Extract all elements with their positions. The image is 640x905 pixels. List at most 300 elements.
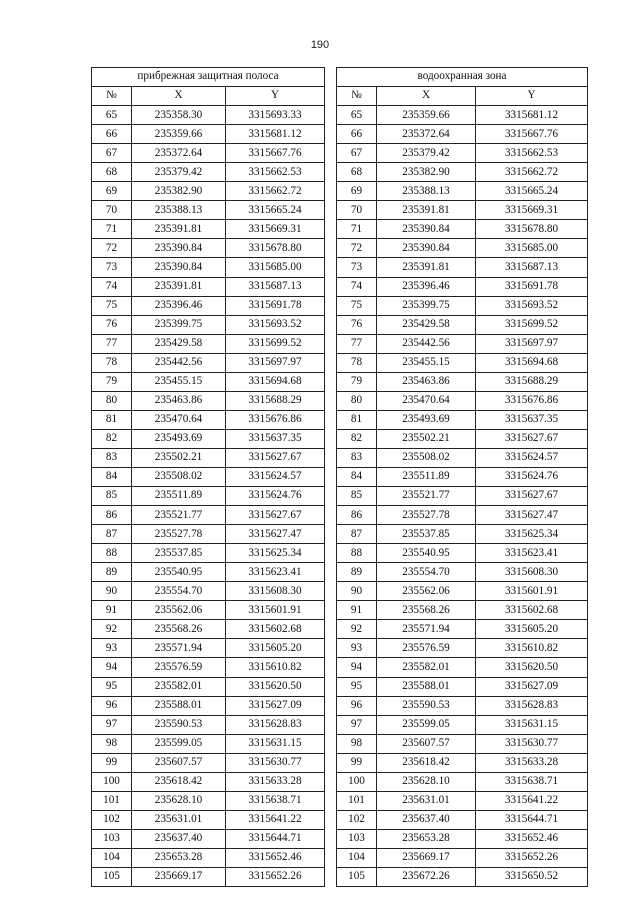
right-cell-number: 91	[337, 601, 377, 620]
right-cell-number: 73	[337, 258, 377, 277]
left-cell-x: 235396.46	[132, 296, 226, 315]
right-cell-y: 3315633.28	[476, 753, 588, 772]
block-separator	[325, 68, 337, 87]
left-cell-number: 100	[92, 772, 132, 791]
left-cell-y: 3315662.72	[226, 182, 325, 201]
right-cell-x: 235590.53	[377, 696, 476, 715]
right-header-y: Y	[476, 87, 588, 106]
left-cell-x: 235607.57	[132, 753, 226, 772]
right-cell-number: 85	[337, 487, 377, 506]
left-cell-number: 76	[92, 315, 132, 334]
coordinates-table	[91, 67, 588, 887]
left-cell-x: 235379.42	[132, 163, 226, 182]
right-cell-x: 235502.21	[377, 429, 476, 448]
right-cell-y: 3315610.82	[476, 639, 588, 658]
left-cell-x: 235590.53	[132, 715, 226, 734]
column-header-row	[92, 87, 588, 106]
right-cell-number: 69	[337, 182, 377, 201]
left-cell-x: 235508.02	[132, 467, 226, 486]
left-cell-x: 235540.95	[132, 563, 226, 582]
left-cell-y: 3315602.68	[226, 620, 325, 639]
right-cell-y: 3315627.47	[476, 506, 588, 525]
left-cell-number: 73	[92, 258, 132, 277]
right-cell-number: 74	[337, 277, 377, 296]
block-separator	[325, 353, 337, 372]
block-separator	[325, 620, 337, 639]
block-separator	[325, 582, 337, 601]
left-cell-y: 3315630.77	[226, 753, 325, 772]
left-cell-y: 3315637.35	[226, 429, 325, 448]
right-cell-y: 3315624.76	[476, 467, 588, 486]
block-separator	[325, 315, 337, 334]
right-cell-number: 88	[337, 544, 377, 563]
table-row	[92, 448, 588, 467]
left-cell-x: 235511.89	[132, 487, 226, 506]
left-cell-number: 77	[92, 334, 132, 353]
right-cell-x: 235391.81	[377, 258, 476, 277]
left-block-title: прибрежная защитная полоса	[92, 68, 325, 87]
right-cell-x: 235653.28	[377, 829, 476, 848]
left-cell-x: 235537.85	[132, 544, 226, 563]
right-cell-number: 75	[337, 296, 377, 315]
right-cell-y: 3315608.30	[476, 563, 588, 582]
block-separator	[325, 163, 337, 182]
table-row	[92, 201, 588, 220]
right-cell-x: 235628.10	[377, 772, 476, 791]
right-cell-x: 235470.64	[377, 391, 476, 410]
left-cell-x: 235359.66	[132, 125, 226, 144]
right-header-x: X	[377, 87, 476, 106]
table-row	[92, 239, 588, 258]
block-separator	[325, 810, 337, 829]
right-cell-x: 235399.75	[377, 296, 476, 315]
left-cell-y: 3315667.76	[226, 144, 325, 163]
table-row	[92, 487, 588, 506]
table-row	[92, 791, 588, 810]
right-cell-x: 235537.85	[377, 525, 476, 544]
left-cell-y: 3315676.86	[226, 410, 325, 429]
block-separator	[325, 696, 337, 715]
right-cell-x: 235455.15	[377, 353, 476, 372]
block-separator	[325, 677, 337, 696]
right-cell-number: 67	[337, 144, 377, 163]
right-cell-x: 235442.56	[377, 334, 476, 353]
table-row	[92, 753, 588, 772]
right-cell-x: 235390.84	[377, 220, 476, 239]
table-row	[92, 125, 588, 144]
block-separator	[325, 220, 337, 239]
right-cell-y: 3315638.71	[476, 772, 588, 791]
right-cell-y: 3315620.50	[476, 658, 588, 677]
table-row	[92, 867, 588, 886]
right-cell-y: 3315628.83	[476, 696, 588, 715]
block-separator	[325, 182, 337, 201]
right-cell-number: 100	[337, 772, 377, 791]
left-cell-number: 88	[92, 544, 132, 563]
right-cell-x: 235554.70	[377, 563, 476, 582]
left-cell-y: 3315627.47	[226, 525, 325, 544]
block-separator	[325, 715, 337, 734]
right-cell-y: 3315652.46	[476, 829, 588, 848]
left-cell-number: 80	[92, 391, 132, 410]
right-cell-y: 3315631.15	[476, 715, 588, 734]
right-cell-number: 103	[337, 829, 377, 848]
left-cell-number: 84	[92, 467, 132, 486]
left-cell-number: 92	[92, 620, 132, 639]
left-cell-y: 3315631.15	[226, 734, 325, 753]
right-cell-x: 235429.58	[377, 315, 476, 334]
right-cell-x: 235511.89	[377, 467, 476, 486]
right-cell-number: 66	[337, 125, 377, 144]
right-cell-number: 80	[337, 391, 377, 410]
table-row	[92, 848, 588, 867]
right-cell-y: 3315688.29	[476, 372, 588, 391]
right-cell-y: 3315665.24	[476, 182, 588, 201]
left-cell-number: 69	[92, 182, 132, 201]
left-cell-y: 3315644.71	[226, 829, 325, 848]
left-cell-y: 3315687.13	[226, 277, 325, 296]
left-cell-number: 65	[92, 106, 132, 125]
table-row	[92, 220, 588, 239]
table-row	[92, 658, 588, 677]
right-cell-number: 68	[337, 163, 377, 182]
block-separator	[325, 87, 337, 106]
left-cell-number: 105	[92, 867, 132, 886]
left-cell-number: 89	[92, 563, 132, 582]
left-cell-x: 235582.01	[132, 677, 226, 696]
block-separator	[325, 467, 337, 486]
right-cell-x: 235527.78	[377, 506, 476, 525]
table-row	[92, 582, 588, 601]
left-cell-y: 3315685.00	[226, 258, 325, 277]
block-separator	[325, 829, 337, 848]
right-cell-x: 235576.59	[377, 639, 476, 658]
right-cell-y: 3315667.76	[476, 125, 588, 144]
right-cell-number: 98	[337, 734, 377, 753]
table-row	[92, 277, 588, 296]
left-cell-y: 3315697.97	[226, 353, 325, 372]
right-cell-y: 3315652.26	[476, 848, 588, 867]
left-cell-x: 235502.21	[132, 448, 226, 467]
block-separator	[325, 448, 337, 467]
table-row	[92, 182, 588, 201]
coordinates-table-body	[92, 68, 588, 887]
left-cell-number: 72	[92, 239, 132, 258]
table-row	[92, 734, 588, 753]
left-cell-x: 235455.15	[132, 372, 226, 391]
left-cell-x: 235588.01	[132, 696, 226, 715]
right-cell-number: 72	[337, 239, 377, 258]
block-separator	[325, 144, 337, 163]
block-separator	[325, 277, 337, 296]
right-cell-y: 3315625.34	[476, 525, 588, 544]
right-cell-y: 3315691.78	[476, 277, 588, 296]
table-row	[92, 429, 588, 448]
table-row	[92, 620, 588, 639]
left-cell-y: 3315627.67	[226, 448, 325, 467]
left-cell-y: 3315638.71	[226, 791, 325, 810]
right-cell-y: 3315627.09	[476, 677, 588, 696]
left-cell-x: 235562.06	[132, 601, 226, 620]
left-cell-x: 235388.13	[132, 201, 226, 220]
left-cell-y: 3315688.29	[226, 391, 325, 410]
right-cell-x: 235582.01	[377, 658, 476, 677]
block-separator	[325, 125, 337, 144]
right-cell-number: 83	[337, 448, 377, 467]
right-cell-number: 65	[337, 106, 377, 125]
right-cell-x: 235463.86	[377, 372, 476, 391]
left-cell-y: 3315678.80	[226, 239, 325, 258]
right-cell-x: 235390.84	[377, 239, 476, 258]
left-cell-x: 235391.81	[132, 277, 226, 296]
right-cell-x: 235669.17	[377, 848, 476, 867]
right-cell-number: 92	[337, 620, 377, 639]
block-separator	[325, 658, 337, 677]
table-row	[92, 334, 588, 353]
left-cell-y: 3315610.82	[226, 658, 325, 677]
left-cell-x: 235631.01	[132, 810, 226, 829]
table-row	[92, 563, 588, 582]
block-title-row	[92, 68, 588, 87]
left-cell-number: 70	[92, 201, 132, 220]
right-header-number: №	[337, 87, 377, 106]
right-cell-x: 235379.42	[377, 144, 476, 163]
left-cell-x: 235470.64	[132, 410, 226, 429]
left-cell-y: 3315625.34	[226, 544, 325, 563]
right-cell-y: 3315699.52	[476, 315, 588, 334]
right-cell-y: 3315627.67	[476, 429, 588, 448]
left-cell-x: 235653.28	[132, 848, 226, 867]
table-row	[92, 525, 588, 544]
block-separator	[325, 791, 337, 810]
right-cell-x: 235382.90	[377, 163, 476, 182]
left-cell-x: 235382.90	[132, 182, 226, 201]
left-cell-number: 90	[92, 582, 132, 601]
left-cell-number: 82	[92, 429, 132, 448]
left-header-number: №	[92, 87, 132, 106]
left-header-y: Y	[226, 87, 325, 106]
right-cell-number: 104	[337, 848, 377, 867]
right-cell-y: 3315676.86	[476, 391, 588, 410]
left-cell-number: 75	[92, 296, 132, 315]
left-cell-x: 235442.56	[132, 353, 226, 372]
table-row	[92, 144, 588, 163]
left-cell-x: 235637.40	[132, 829, 226, 848]
left-cell-x: 235493.69	[132, 429, 226, 448]
right-cell-number: 90	[337, 582, 377, 601]
right-cell-x: 235637.40	[377, 810, 476, 829]
block-separator	[325, 239, 337, 258]
left-cell-y: 3315605.20	[226, 639, 325, 658]
left-cell-y: 3315652.46	[226, 848, 325, 867]
right-cell-y: 3315678.80	[476, 220, 588, 239]
right-cell-x: 235562.06	[377, 582, 476, 601]
right-cell-number: 70	[337, 201, 377, 220]
table-row	[92, 372, 588, 391]
right-cell-number: 97	[337, 715, 377, 734]
left-cell-x: 235554.70	[132, 582, 226, 601]
left-cell-y: 3315652.26	[226, 867, 325, 886]
left-cell-number: 86	[92, 506, 132, 525]
left-cell-number: 71	[92, 220, 132, 239]
right-cell-number: 77	[337, 334, 377, 353]
left-cell-y: 3315693.33	[226, 106, 325, 125]
table-row	[92, 696, 588, 715]
page-number: 190	[310, 39, 330, 51]
left-cell-number: 91	[92, 601, 132, 620]
left-cell-number: 66	[92, 125, 132, 144]
right-cell-number: 84	[337, 467, 377, 486]
right-block-title: водоохранная зона	[337, 68, 588, 87]
left-cell-number: 81	[92, 410, 132, 429]
block-separator	[325, 372, 337, 391]
table-row	[92, 601, 588, 620]
left-cell-x: 235571.94	[132, 639, 226, 658]
right-cell-number: 105	[337, 867, 377, 886]
right-cell-y: 3315630.77	[476, 734, 588, 753]
table-row	[92, 772, 588, 791]
right-cell-number: 79	[337, 372, 377, 391]
left-cell-number: 96	[92, 696, 132, 715]
right-cell-x: 235391.81	[377, 201, 476, 220]
left-cell-x: 235390.84	[132, 258, 226, 277]
right-cell-x: 235607.57	[377, 734, 476, 753]
block-separator	[325, 639, 337, 658]
block-separator	[325, 506, 337, 525]
right-cell-y: 3315624.57	[476, 448, 588, 467]
left-cell-number: 83	[92, 448, 132, 467]
right-cell-y: 3315623.41	[476, 544, 588, 563]
left-cell-y: 3315665.24	[226, 201, 325, 220]
right-cell-x: 235672.26	[377, 867, 476, 886]
left-cell-x: 235599.05	[132, 734, 226, 753]
table-row	[92, 677, 588, 696]
right-cell-x: 235540.95	[377, 544, 476, 563]
right-cell-number: 101	[337, 791, 377, 810]
table-row	[92, 639, 588, 658]
left-cell-y: 3315669.31	[226, 220, 325, 239]
right-cell-y: 3315693.52	[476, 296, 588, 315]
right-cell-y: 3315697.97	[476, 334, 588, 353]
right-cell-number: 87	[337, 525, 377, 544]
right-cell-number: 95	[337, 677, 377, 696]
right-cell-number: 78	[337, 353, 377, 372]
right-cell-x: 235618.42	[377, 753, 476, 772]
right-cell-y: 3315650.52	[476, 867, 588, 886]
right-cell-x: 235631.01	[377, 791, 476, 810]
left-cell-x: 235399.75	[132, 315, 226, 334]
left-cell-y: 3315608.30	[226, 582, 325, 601]
right-cell-x: 235571.94	[377, 620, 476, 639]
right-cell-x: 235599.05	[377, 715, 476, 734]
right-cell-number: 89	[337, 563, 377, 582]
left-cell-x: 235463.86	[132, 391, 226, 410]
left-cell-y: 3315601.91	[226, 601, 325, 620]
right-cell-number: 102	[337, 810, 377, 829]
left-cell-number: 97	[92, 715, 132, 734]
right-cell-y: 3315641.22	[476, 791, 588, 810]
left-cell-y: 3315627.09	[226, 696, 325, 715]
block-separator	[325, 429, 337, 448]
left-cell-x: 235568.26	[132, 620, 226, 639]
right-cell-x: 235568.26	[377, 601, 476, 620]
table-row	[92, 258, 588, 277]
left-cell-x: 235527.78	[132, 525, 226, 544]
left-cell-x: 235391.81	[132, 220, 226, 239]
right-cell-y: 3315605.20	[476, 620, 588, 639]
left-cell-y: 3315641.22	[226, 810, 325, 829]
left-cell-x: 235618.42	[132, 772, 226, 791]
left-cell-y: 3315633.28	[226, 772, 325, 791]
table-row	[92, 829, 588, 848]
left-cell-number: 95	[92, 677, 132, 696]
right-cell-number: 81	[337, 410, 377, 429]
left-header-x: X	[132, 87, 226, 106]
right-cell-number: 99	[337, 753, 377, 772]
left-cell-x: 235358.30	[132, 106, 226, 125]
table-row	[92, 296, 588, 315]
right-cell-x: 235359.66	[377, 106, 476, 125]
left-cell-y: 3315662.53	[226, 163, 325, 182]
block-separator	[325, 772, 337, 791]
block-separator	[325, 334, 337, 353]
left-cell-y: 3315623.41	[226, 563, 325, 582]
right-cell-x: 235508.02	[377, 448, 476, 467]
table-row	[92, 506, 588, 525]
left-cell-x: 235576.59	[132, 658, 226, 677]
table-row	[92, 353, 588, 372]
block-separator	[325, 848, 337, 867]
left-cell-x: 235429.58	[132, 334, 226, 353]
left-cell-number: 78	[92, 353, 132, 372]
right-cell-number: 86	[337, 506, 377, 525]
left-cell-number: 67	[92, 144, 132, 163]
block-separator	[325, 544, 337, 563]
block-separator	[325, 391, 337, 410]
block-separator	[325, 258, 337, 277]
table-row	[92, 391, 588, 410]
right-cell-number: 76	[337, 315, 377, 334]
right-cell-number: 82	[337, 429, 377, 448]
block-separator	[325, 410, 337, 429]
right-cell-y: 3315681.12	[476, 106, 588, 125]
left-cell-x: 235521.77	[132, 506, 226, 525]
block-separator	[325, 525, 337, 544]
table-row	[92, 544, 588, 563]
left-cell-y: 3315691.78	[226, 296, 325, 315]
right-cell-number: 93	[337, 639, 377, 658]
table-row	[92, 163, 588, 182]
left-cell-x: 235372.64	[132, 144, 226, 163]
left-cell-x: 235669.17	[132, 867, 226, 886]
right-cell-y: 3315685.00	[476, 239, 588, 258]
left-cell-number: 85	[92, 487, 132, 506]
left-cell-y: 3315628.83	[226, 715, 325, 734]
right-cell-y: 3315637.35	[476, 410, 588, 429]
left-cell-x: 235628.10	[132, 791, 226, 810]
block-separator	[325, 753, 337, 772]
block-separator	[325, 487, 337, 506]
left-cell-number: 93	[92, 639, 132, 658]
block-separator	[325, 867, 337, 886]
block-separator	[325, 563, 337, 582]
left-cell-number: 87	[92, 525, 132, 544]
table-row	[92, 467, 588, 486]
right-cell-x: 235521.77	[377, 487, 476, 506]
right-cell-y: 3315662.72	[476, 163, 588, 182]
right-cell-x: 235388.13	[377, 182, 476, 201]
block-separator	[325, 201, 337, 220]
